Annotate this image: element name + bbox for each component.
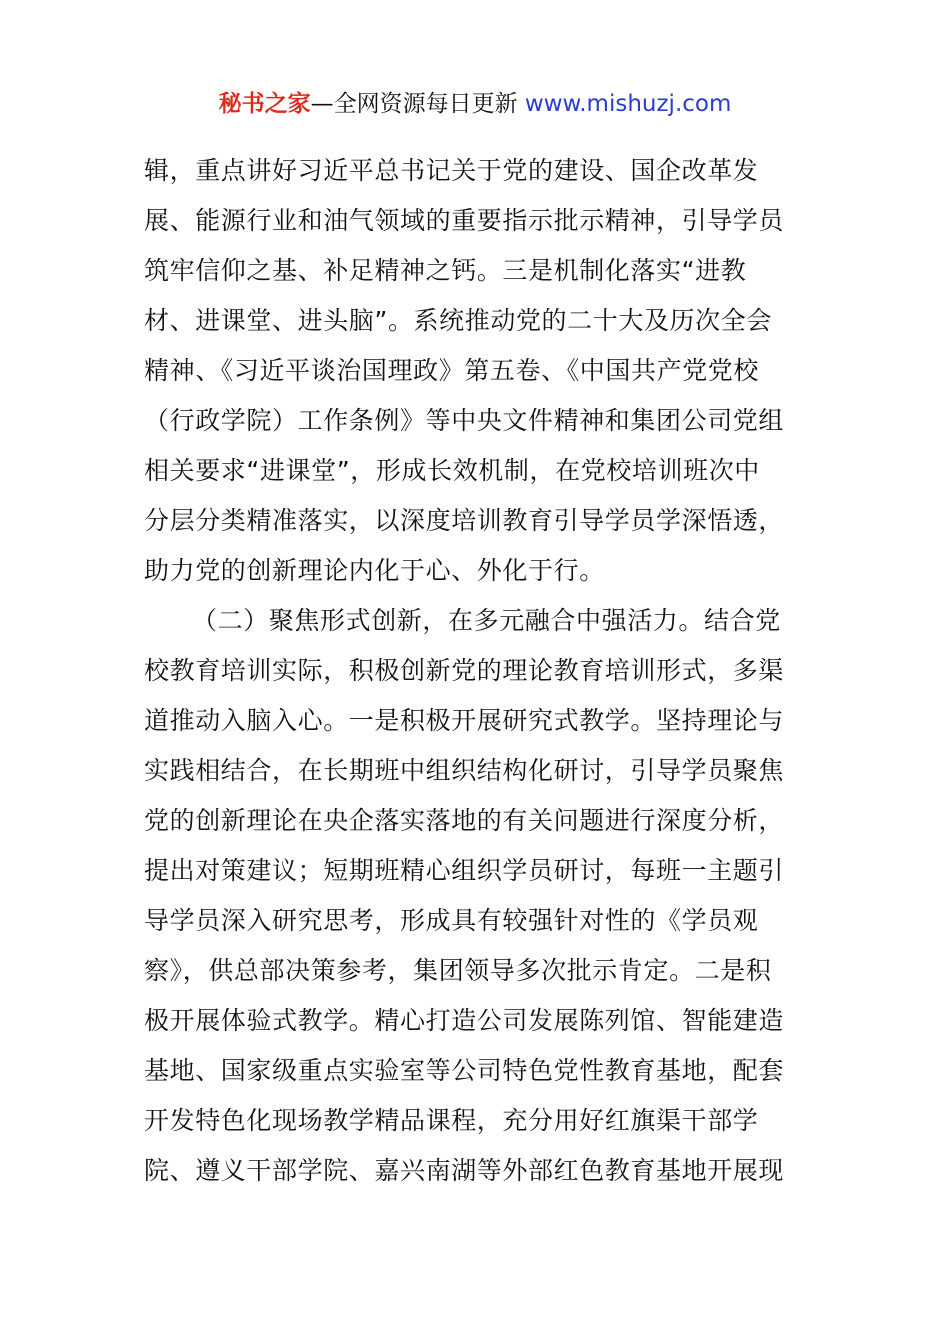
paragraph-first-line: （二）聚焦形式创新，在多元融合中强活力。结合党 — [192, 606, 781, 635]
text-line: 相关要求“进课堂”，形成长效机制，在党校培训班次中 — [144, 456, 760, 485]
text-line: 导学员深入研究思考，形成具有较强针对性的《学员观 — [144, 906, 759, 935]
header-tagline: —全网资源每日更新 — [310, 91, 525, 117]
text-line: 校教育培训实际，积极创新党的理论教育培训形式，多渠 — [144, 656, 785, 685]
header-url: www.mishuzj.com — [524, 91, 732, 117]
text-line: 开发特色化现场教学精品课程，充分用好红旗渠干部学 — [144, 1106, 759, 1135]
text-line: 展、能源行业和油气领域的重要指示批示精神，引导学员 — [144, 206, 785, 235]
text-line: 基地、国家级重点实验室等公司特色党性教育基地，配套 — [144, 1056, 785, 1085]
text-line: 提出对策建议；短期班精心组织学员研讨，每班一主题引 — [144, 856, 785, 885]
text-line: 实践相结合，在长期班中组织结构化研讨，引导学员聚焦 — [144, 756, 785, 785]
text-line: 精神、《习近平谈治国理政》第五卷、《中国共产党党校 — [144, 356, 760, 385]
text-line: 院、遵义干部学院、嘉兴南湖等外部红色教育基地开展现 — [144, 1156, 785, 1185]
text-line: 材、进课堂、进头脑”。系统推动党的二十大及历次全会 — [144, 306, 772, 335]
page-header — [0, 86, 950, 122]
text-line: 极开展体验式教学。精心打造公司发展陈列馆、智能建造 — [144, 1006, 785, 1035]
text-line: 筑牢信仰之基、补足精神之钙。三是机制化落实“进教 — [144, 256, 747, 285]
text-line: 辑，重点讲好习近平总书记关于党的建设、国企改革发 — [144, 156, 759, 185]
body-text — [144, 146, 808, 1196]
text-line: 助力党的创新理论内化于心、外化于行。 — [144, 556, 605, 585]
header-brand: 秘书之家 — [218, 91, 311, 117]
text-line: 分层分类精准落实，以深度培训教育引导学员学深悟透， — [144, 506, 785, 535]
text-line: 道推动入脑入心。一是积极开展研究式教学。坚持理论与 — [144, 706, 785, 735]
text-line: （行政学院）工作条例》等中央文件精神和集团公司党组 — [144, 406, 785, 435]
text-line: 党的创新理论在央企落实落地的有关问题进行深度分析， — [144, 806, 785, 835]
text-line: 察》，供总部决策参考，集团领导多次批示肯定。二是积 — [144, 956, 772, 985]
